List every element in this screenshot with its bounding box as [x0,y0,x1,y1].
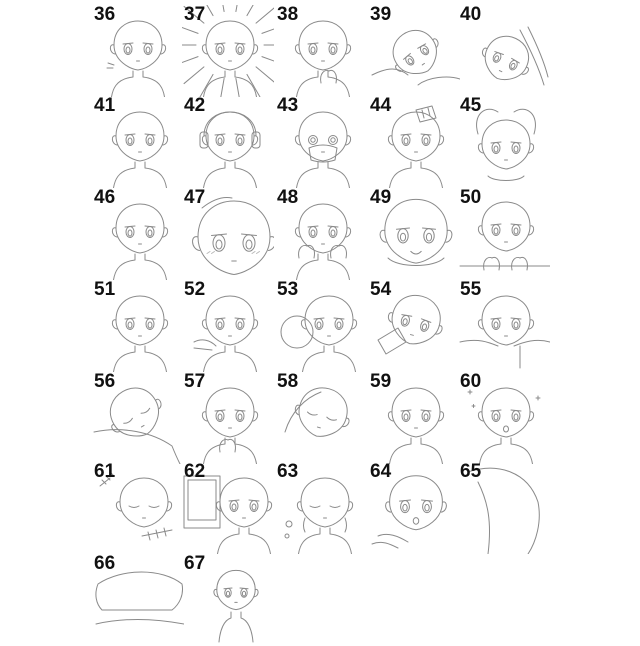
pose-cell [275,280,367,372]
pose-number: 45 [460,96,482,116]
pose-cell [368,372,460,464]
pose-cell [368,96,460,188]
pose-number: 48 [277,188,299,208]
pose-number: 62 [184,462,206,482]
pose-number: 54 [370,280,392,300]
pose-number: 37 [184,5,206,25]
pose-cell [275,5,367,97]
pose-number: 39 [370,5,392,25]
pose-number: 49 [370,188,392,208]
pose-cell [275,372,367,464]
pose-cell [458,372,550,464]
pose-number: 64 [370,462,392,482]
pose-cell [275,96,367,188]
pose-cell [92,280,184,372]
pose-number: 63 [277,462,299,482]
pose-number: 61 [94,462,116,482]
pose-number: 44 [370,96,392,116]
pose-number: 65 [460,462,482,482]
pose-cell [182,372,274,464]
pose-cell [368,462,460,554]
pose-number: 53 [277,280,299,300]
pose-number: 52 [184,280,206,300]
pose-number: 46 [94,188,116,208]
pose-cell [182,280,274,372]
pose-number: 40 [460,5,482,25]
pose-cell [182,462,274,554]
pose-cell [92,462,184,554]
pose-cell [368,5,460,97]
pose-cell [275,188,367,280]
pose-number: 36 [94,5,116,25]
pose-cell [458,188,550,280]
pose-number: 50 [460,188,482,208]
pose-number: 56 [94,372,116,392]
pose-cell [182,5,274,97]
pose-cell [92,96,184,188]
pose-number: 38 [277,5,299,25]
pose-number: 59 [370,372,392,392]
pose-cell [458,462,550,554]
pose-cell [92,554,184,646]
pose-number: 55 [460,280,482,300]
pose-cell [458,96,550,188]
pose-number: 67 [184,554,206,574]
pose-number: 47 [184,188,206,208]
pose-number: 58 [277,372,299,392]
pose-number: 41 [94,96,116,116]
pose-cell [92,5,184,97]
pose-number: 66 [94,554,116,574]
pose-cell [458,5,550,97]
pose-cell [275,462,367,554]
pose-number: 60 [460,372,482,392]
pose-cell [368,188,460,280]
pose-cell [182,554,274,646]
pose-number: 51 [94,280,116,300]
pose-cell [458,280,550,372]
pose-cell [92,188,184,280]
pose-cell [182,96,274,188]
pose-cell [182,188,274,280]
pose-cell [368,280,460,372]
pose-number: 42 [184,96,206,116]
pose-number: 57 [184,372,206,392]
pose-cell [92,372,184,464]
pose-number: 43 [277,96,299,116]
